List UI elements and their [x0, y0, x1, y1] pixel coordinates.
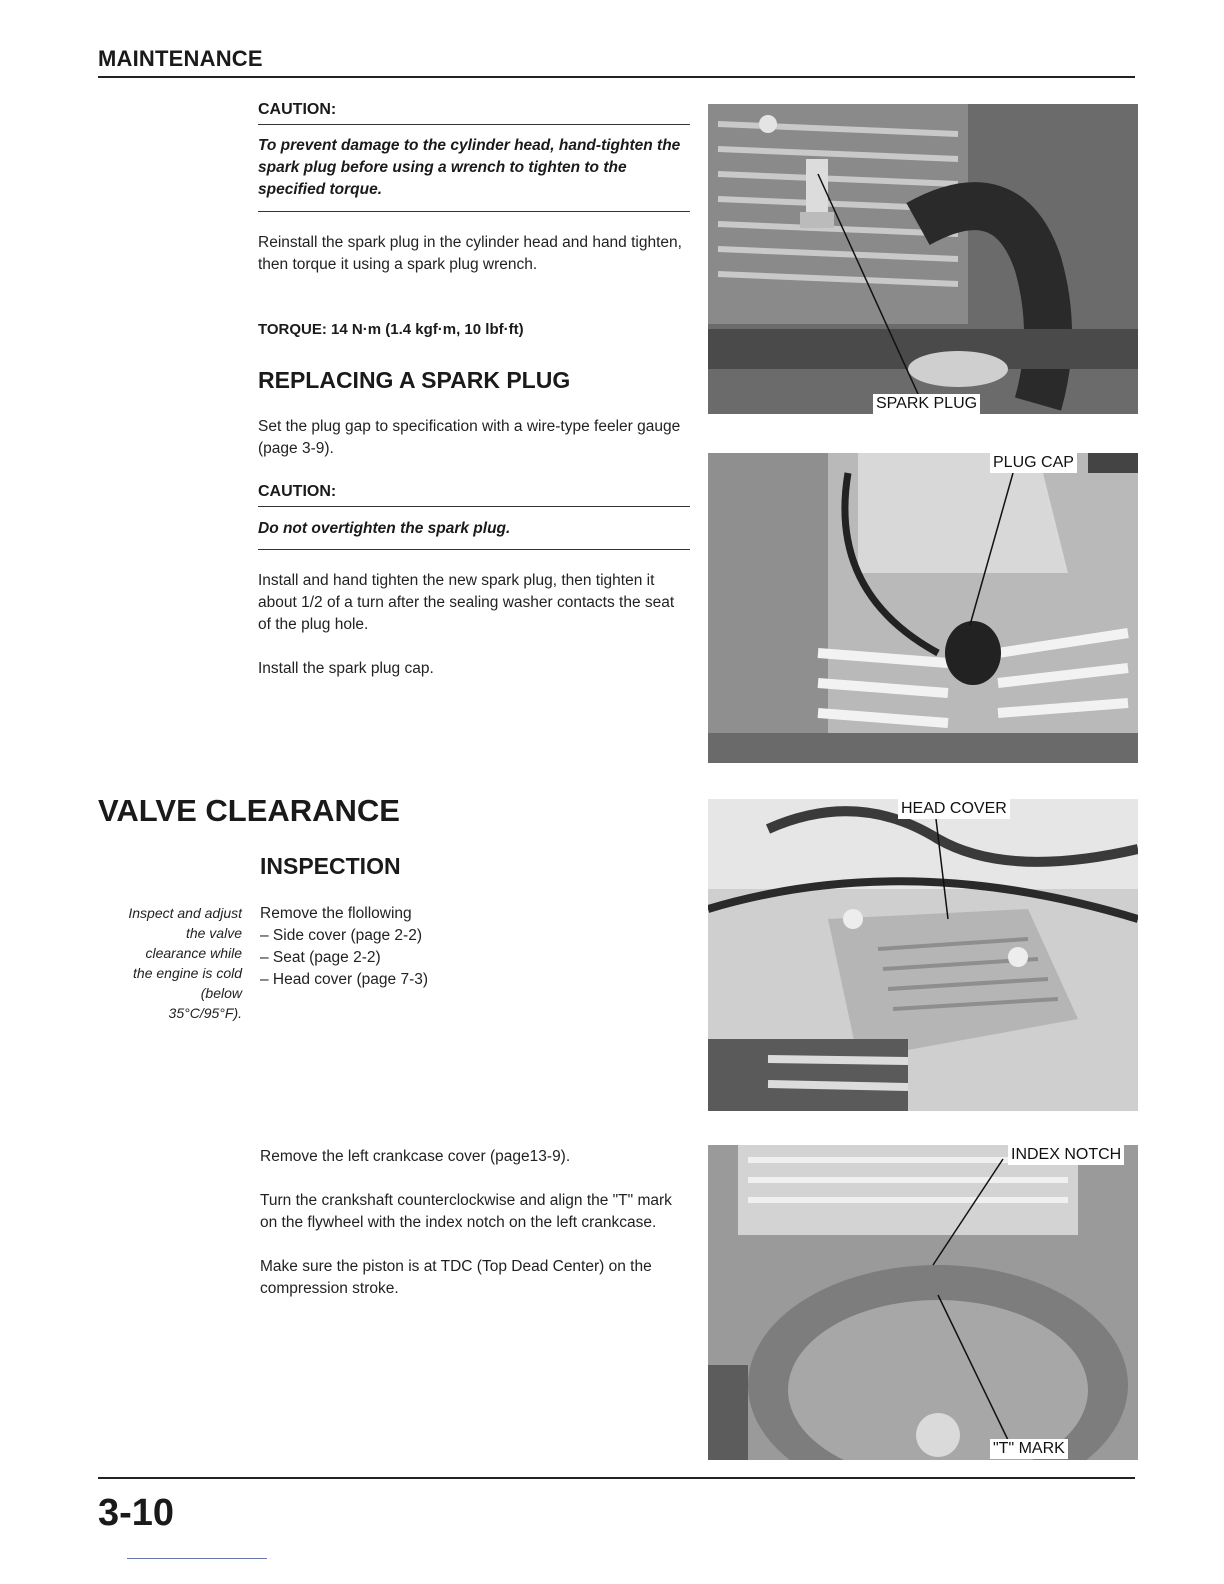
page-number: 3-10: [98, 1492, 175, 1534]
replacing-spark-plug-heading: REPLACING A SPARK PLUG: [258, 367, 571, 393]
turn-crankshaft-paragraph: Turn the crankshaft counterclockwise and align the "T" mark on the flywheel with the index notch on the left crankcase.: [260, 1192, 672, 1231]
reinstall-paragraph: Reinstall the spark plug in the cylinder head and hand tighten, then torque it using a spark plug wrench.: [258, 234, 682, 273]
footer-rule: [98, 1477, 1135, 1479]
margin-note-line: the engine is cold: [133, 965, 242, 981]
inspection-heading: INSPECTION: [260, 853, 401, 879]
torque-spec: TORQUE: 14 N·m (1.4 kgf·m, 10 lbf·ft): [258, 321, 524, 338]
caution-rule-top-2: [258, 506, 690, 507]
install-plug-paragraph: Install and hand tighten the new spark plug, then tighten it about 1/2 of a turn after the sealing washer contacts the seat of the plug hole.: [258, 572, 675, 633]
caution-rule-top-1: [258, 124, 690, 125]
caution-text-1: To prevent damage to the cylinder head, hand-tighten the spark plug before using a wrench to tighten to the specified torque.: [258, 137, 681, 198]
margin-note-line: the valve: [185, 925, 242, 941]
install-cap-paragraph: Install the spark plug cap.: [258, 660, 434, 677]
crankcase-paragraph: Remove the left crankcase cover (page13-9).: [260, 1148, 571, 1165]
list-item: – Head cover (page 7-3): [260, 971, 429, 988]
caution-text-2: Do not overtighten the spark plug.: [258, 520, 511, 537]
margin-note-line: Inspect and adjust: [128, 905, 242, 921]
caution-rule-bottom-1: [258, 211, 690, 212]
tdc-paragraph: Make sure the piston is at TDC (Top Dead Center) on the compression stroke.: [260, 1258, 652, 1297]
footer-link-underline: [127, 1558, 267, 1559]
valve-clearance-heading: VALVE CLEARANCE: [98, 793, 400, 828]
spark-plug-photo: [708, 104, 1138, 414]
list-item: – Seat (page 2-2): [260, 949, 381, 966]
plug-gap-paragraph: Set the plug gap to specification with a wire-type feeler gauge (page 3-9).: [258, 418, 681, 457]
caution-label-1: CAUTION:: [258, 101, 337, 118]
flywheel-photo: [708, 1145, 1138, 1460]
caution-rule-bottom-2: [258, 549, 690, 550]
margin-note: [100, 903, 242, 1023]
remove-list: [260, 903, 680, 991]
t-mark-callout: "T" MARK: [990, 1439, 1068, 1459]
spark-plug-callout: SPARK PLUG: [873, 394, 980, 414]
section-header-title: MAINTENANCE: [98, 46, 263, 71]
plug-cap-callout: PLUG CAP: [990, 453, 1077, 473]
plug-cap-photo: [708, 453, 1138, 763]
margin-note-line: clearance while: [145, 945, 242, 961]
caution-label-2: CAUTION:: [258, 483, 337, 500]
remove-intro: Remove the flollowing: [260, 905, 412, 922]
margin-note-line: (below: [200, 985, 242, 1001]
head-cover-callout: HEAD COVER: [898, 799, 1010, 819]
header-rule: [98, 76, 1135, 78]
index-notch-callout: INDEX NOTCH: [1008, 1145, 1124, 1165]
margin-note-line: 35°C/95°F).: [168, 1005, 242, 1021]
head-cover-photo: [708, 799, 1138, 1111]
list-item: – Side cover (page 2-2): [260, 927, 422, 944]
